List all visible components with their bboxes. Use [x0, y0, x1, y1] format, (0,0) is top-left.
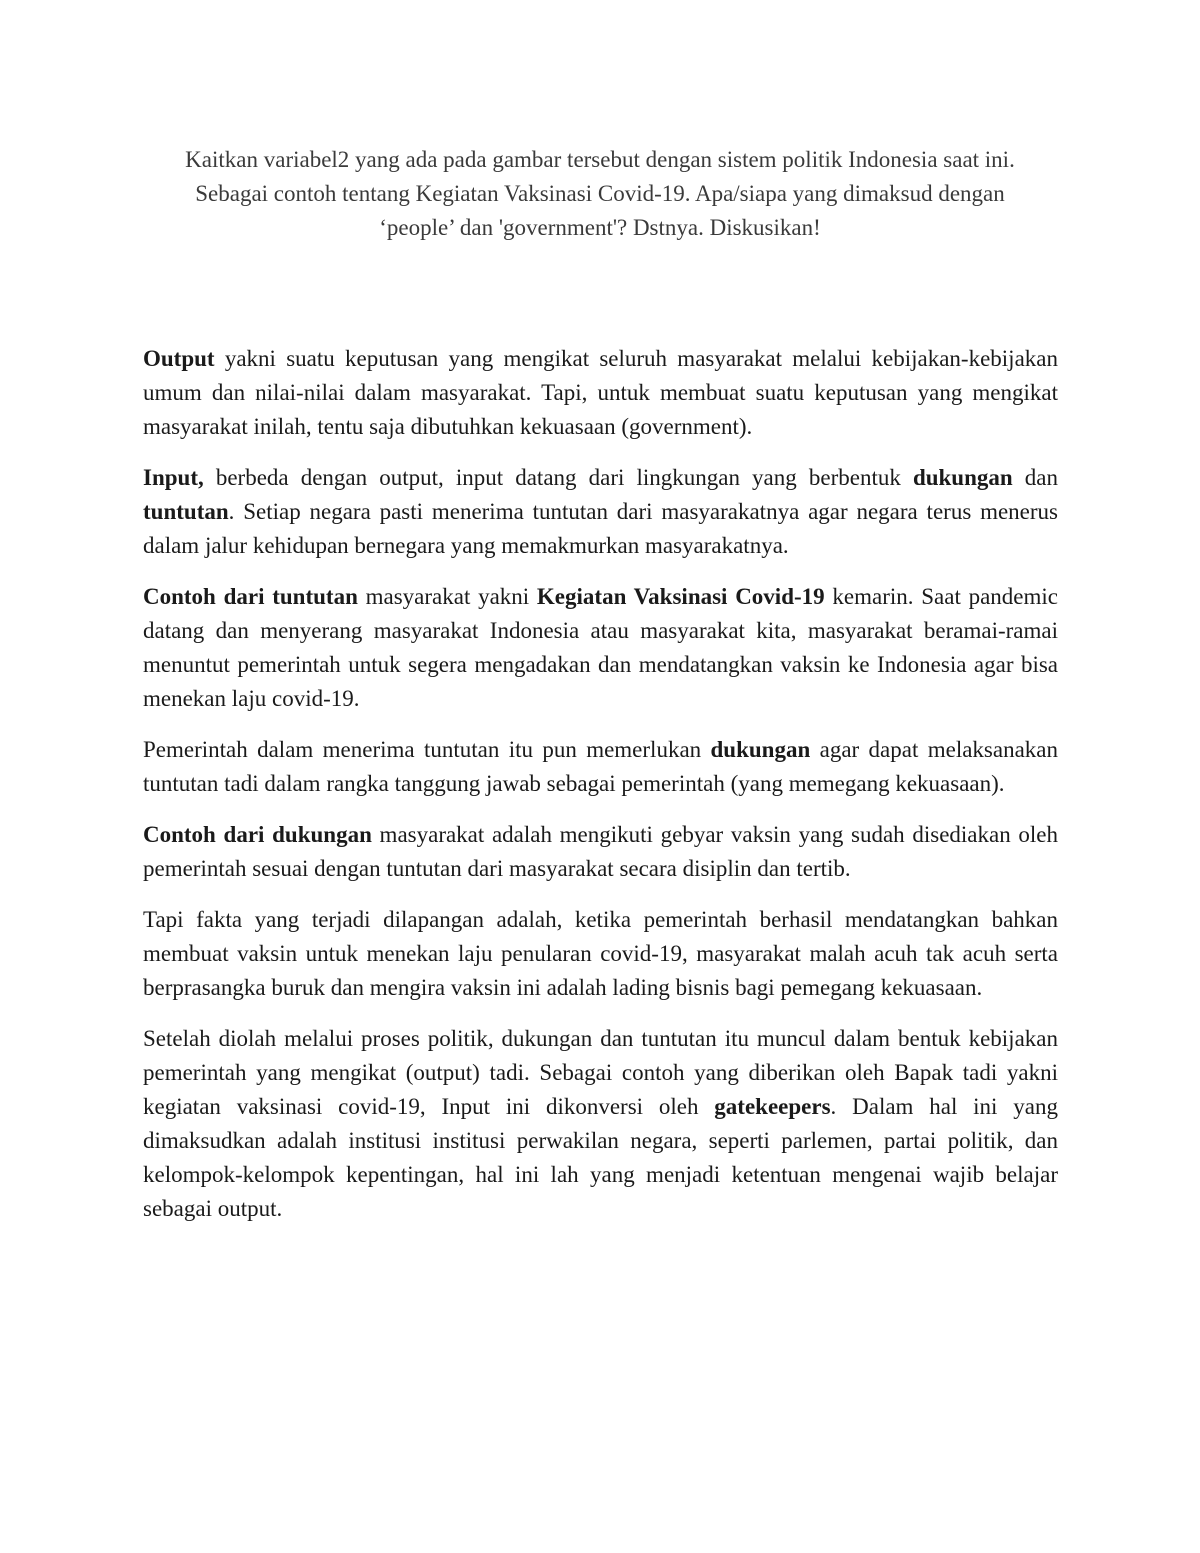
paragraph-text: masyarakat yakni	[357, 584, 537, 609]
paragraph-contoh-tuntutan	[143, 580, 1058, 716]
paragraph-text: Tapi fakta yang terjadi dilapangan adalah, ketika pemerintah berhasil mendatangkan bahkan membuat vaksin untuk menekan laju penularan covid-19, masyarakat malah acuh tak acuh serta berprasangka buruk dan mengira vaksin ini adalah lading bisnis bagi pemegang kekuasaan.	[143, 907, 1058, 1000]
paragraph-input	[143, 461, 1058, 563]
term-contoh-tuntutan: Contoh dari tuntutan	[143, 584, 358, 609]
term-contoh-dukungan: Contoh dari dukungan	[143, 822, 372, 847]
paragraph-output	[143, 342, 1058, 444]
term-dukungan: dukungan	[710, 737, 811, 762]
paragraph-contoh-dukungan	[143, 818, 1058, 886]
paragraph-text: berbeda dengan output, input datang dari lingkungan yang berbentuk	[203, 465, 913, 490]
paragraph-text: . Dalam hal ini yang dimaksudkan adalah institusi institusi perwakilan negara, seperti parlemen, partai politik, dan kelompok-kelompok kepentingan, hal ini lah yang menjadi ketentuan mengenai wajib belajar sebagai output.	[143, 1094, 1058, 1221]
term-dukungan: dukungan	[912, 465, 1013, 490]
answer-body	[143, 342, 1058, 1243]
term-tuntutan: tuntutan	[143, 499, 229, 524]
paragraph-text: Setelah diolah melalui proses politik, dukungan dan tuntutan itu muncul dalam bentuk kebijakan pemerintah yang mengikat (output) tadi. Sebagai contoh yang diberikan oleh Bapak tadi yakni kegiatan vaksinasi covid-19, Input ini dikonversi oleh	[143, 1026, 1058, 1119]
paragraph-text: . Setiap negara pasti menerima tuntutan dari masyarakatnya agar negara terus menerus dalam jalur kehidupan bernegara yang memakmurkan masyarakatnya.	[143, 499, 1058, 558]
paragraph-text: yakni suatu keputusan yang mengikat seluruh masyarakat melalui kebijakan-kebijakan umum dan nilai-nilai dalam masyarakat. Tapi, untuk membuat suatu keputusan yang mengikat masyarakat inilah, tentu saja dibutuhkan kekuasaan (government).	[143, 346, 1058, 439]
discussion-question: Kaitkan variabel2 yang ada pada gambar tersebut dengan sistem politik Indonesia saat ini. Sebagai contoh tentang Kegiatan Vaksinasi Covid-19. Apa/siapa yang dimaksud dengan ‘people’ dan 'government'? Dstnya. Diskusikan!	[185, 147, 1015, 240]
paragraph-text: masyarakat adalah mengikuti gebyar vaksin yang sudah disediakan oleh pemerintah sesuai dengan tuntutan dari masyarakat secara disiplin dan tertib.	[143, 822, 1058, 881]
paragraph-proses-politik	[143, 1022, 1058, 1226]
paragraph-pemerintah	[143, 733, 1058, 801]
paragraph-text: dan	[1012, 465, 1058, 490]
paragraph-fakta	[143, 903, 1058, 1005]
term-gatekeepers: gatekeepers	[714, 1094, 831, 1119]
paragraph-text: Pemerintah dalam menerima tuntutan itu pun memerlukan	[143, 737, 711, 762]
paragraph-text: kemarin. Saat pandemic datang dan menyerang masyarakat Indonesia atau masyarakat kita, masyarakat beramai-ramai menuntut pemerintah untuk segera mengadakan dan mendatangkan vaksin ke Indonesia agar bisa menekan laju covid-19.	[143, 584, 1058, 711]
paragraph-text: agar dapat melaksanakan tuntutan tadi dalam rangka tanggung jawab sebagai pemerintah (yang memegang kekuasaan).	[143, 737, 1058, 796]
term-kegiatan-vaksinasi: Kegiatan Vaksinasi Covid-19	[536, 584, 825, 609]
term-output: Output	[143, 346, 215, 371]
term-input: Input,	[143, 465, 204, 490]
